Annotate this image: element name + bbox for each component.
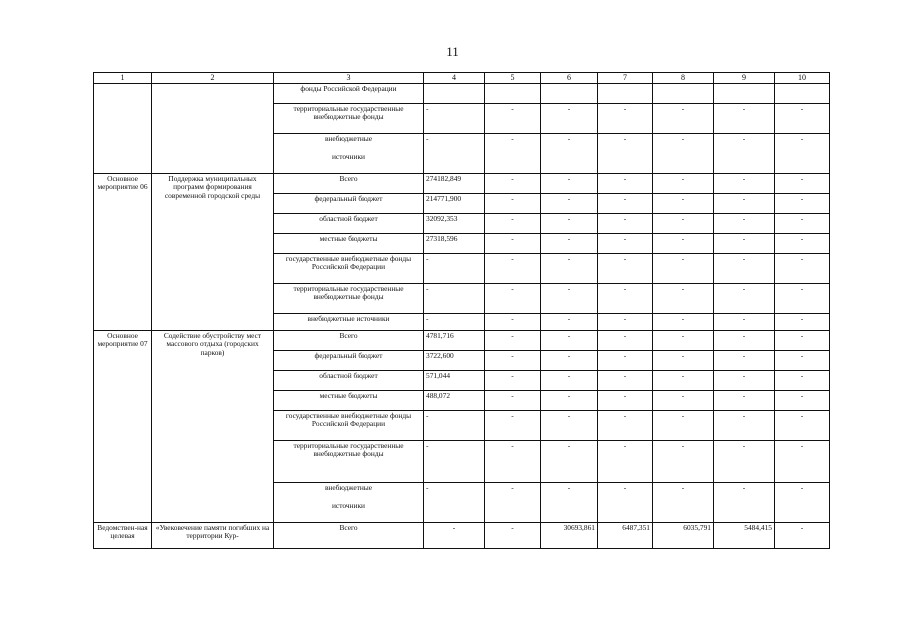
value-cell: - [541,410,598,440]
value-cell: - [541,350,598,370]
source-cell: территориальные государственные внебюджетные фонды [274,283,424,313]
event-name-cell: «Увековечение памяти погибших на территории Кур- [152,522,274,548]
value-cell: - [424,410,485,440]
value-cell: - [541,390,598,410]
value-cell: - [598,233,653,253]
value-cell: - [424,522,485,548]
value-cell: - [485,133,541,173]
value-cell: - [598,313,653,330]
value-cell: - [541,193,598,213]
value-cell: - [775,213,830,233]
value-cell: - [775,440,830,482]
event-cell: Основное мероприятие 07 [94,330,152,522]
value-cell: - [598,370,653,390]
value-cell: 571,044 [424,370,485,390]
value-cell: - [485,522,541,548]
value-cell: - [598,410,653,440]
header-cell: 4 [424,73,485,84]
value-cell: - [714,103,775,133]
value-cell: - [775,103,830,133]
value-cell: - [424,103,485,133]
value-cell: - [775,350,830,370]
value-cell: 6487,351 [598,522,653,548]
source-cell: территориальные государственные внебюджетные фонды [274,103,424,133]
value-cell: - [541,173,598,193]
value-cell [541,83,598,103]
value-cell: - [424,313,485,330]
value-cell: - [485,313,541,330]
source-line: источники [331,501,366,511]
value-cell: - [541,133,598,173]
value-cell: - [598,330,653,350]
source-cell: федеральный бюджет [274,193,424,213]
value-cell: - [485,390,541,410]
source-cell: внебюджетные источники [274,313,424,330]
value-cell: - [714,350,775,370]
source-line: внебюджетные [324,133,373,143]
value-cell: - [653,410,714,440]
header-cell: 8 [653,73,714,84]
value-cell: - [485,233,541,253]
page-number: 11 [446,44,459,59]
value-cell: 6035,791 [653,522,714,548]
value-cell: - [714,330,775,350]
header-cell: 10 [775,73,830,84]
value-cell: - [485,283,541,313]
value-cell: - [775,410,830,440]
table-row [94,173,830,193]
value-cell [775,83,830,103]
value-cell: - [541,213,598,233]
value-cell: - [598,253,653,283]
table-row [94,330,830,350]
value-cell: - [598,440,653,482]
value-cell: - [424,283,485,313]
header-row [94,73,830,84]
source-cell: территориальные государственные внебюджетные фонды [274,440,424,482]
source-cell: государственные внебюджетные фонды Российской Федерации [274,253,424,283]
source-cell: местные бюджеты [274,233,424,253]
value-cell: - [541,482,598,522]
value-cell: - [598,193,653,213]
source-cell: Всего [274,173,424,193]
event-name-cell [152,83,274,173]
value-cell [598,83,653,103]
value-cell: - [714,390,775,410]
value-cell: - [653,283,714,313]
value-cell: - [541,330,598,350]
value-cell: - [653,253,714,283]
value-cell [653,83,714,103]
value-cell: 27318,596 [424,233,485,253]
value-cell: - [485,103,541,133]
source-line: источники [331,152,366,162]
value-cell: - [653,233,714,253]
source-cell: фонды Российской Федерации [274,83,424,103]
value-cell: - [485,440,541,482]
source-cell: областной бюджет [274,370,424,390]
source-cell [274,482,424,522]
value-cell: - [598,103,653,133]
value-cell: 4781,716 [424,330,485,350]
value-cell: - [714,193,775,213]
value-cell: - [424,253,485,283]
value-cell: - [775,482,830,522]
source-cell: Всего [274,522,424,548]
value-cell: - [653,173,714,193]
event-name-cell: Содействие обустройству мест массового отдыха (городских парков) [152,330,274,522]
value-cell: - [714,233,775,253]
value-cell: - [485,253,541,283]
value-cell: - [714,440,775,482]
value-cell: - [653,482,714,522]
value-cell: - [598,283,653,313]
event-cell: Ведомствен-ная целевая [94,522,152,548]
value-cell: - [653,350,714,370]
value-cell: - [541,103,598,133]
value-cell: - [653,313,714,330]
value-cell: - [485,482,541,522]
value-cell: - [775,283,830,313]
value-cell: - [653,133,714,173]
header-cell: 9 [714,73,775,84]
value-cell: - [714,173,775,193]
value-cell: - [424,482,485,522]
source-cell: областной бюджет [274,213,424,233]
value-cell: - [485,193,541,213]
value-cell: - [653,390,714,410]
value-cell: 30693,861 [541,522,598,548]
value-cell: - [775,173,830,193]
value-cell: 5484,415 [714,522,775,548]
value-cell: - [485,213,541,233]
source-cell: местные бюджеты [274,390,424,410]
value-cell: - [653,330,714,350]
value-cell: - [714,283,775,313]
value-cell: - [714,253,775,283]
value-cell: 214771,900 [424,193,485,213]
value-cell: - [775,233,830,253]
value-cell: - [653,370,714,390]
value-cell: - [775,133,830,173]
value-cell: - [541,233,598,253]
value-cell: - [541,440,598,482]
value-cell: - [653,440,714,482]
value-cell: - [775,522,830,548]
event-name-cell: Поддержка муниципальных программ формирования современной городской среды [152,173,274,330]
header-cell: 5 [485,73,541,84]
source-line: внебюджетные [324,482,373,492]
value-cell: - [775,330,830,350]
value-cell: - [775,193,830,213]
value-cell: - [598,350,653,370]
value-cell: - [485,350,541,370]
value-cell: 32092,353 [424,213,485,233]
value-cell: - [598,213,653,233]
value-cell: 3722,600 [424,350,485,370]
value-cell: - [714,213,775,233]
header-cell: 7 [598,73,653,84]
value-cell: - [714,133,775,173]
value-cell: - [541,370,598,390]
header-cell: 2 [152,73,274,84]
source-cell [274,133,424,173]
value-cell: - [485,173,541,193]
source-cell: государственные внебюджетные фонды Российской Федерации [274,410,424,440]
table-row [94,83,830,103]
value-cell: - [485,330,541,350]
value-cell: - [485,370,541,390]
value-cell: - [485,410,541,440]
value-cell: 274182,849 [424,173,485,193]
value-cell: - [541,313,598,330]
value-cell: - [424,440,485,482]
value-cell [485,83,541,103]
value-cell: - [653,193,714,213]
value-cell: - [714,370,775,390]
value-cell: - [653,213,714,233]
value-cell: 488,072 [424,390,485,410]
value-cell: - [714,410,775,440]
header-cell: 3 [274,73,424,84]
value-cell: - [775,253,830,283]
value-cell: - [424,133,485,173]
value-cell: - [775,313,830,330]
header-cell: 6 [541,73,598,84]
event-cell [94,83,152,173]
value-cell: - [598,482,653,522]
value-cell: - [541,253,598,283]
value-cell: - [598,173,653,193]
value-cell: - [714,313,775,330]
value-cell: - [714,482,775,522]
event-cell: Основное мероприятие 06 [94,173,152,330]
value-cell: - [598,390,653,410]
value-cell: - [775,370,830,390]
value-cell: - [598,133,653,173]
funding-table [93,72,830,549]
value-cell [714,83,775,103]
value-cell: - [541,283,598,313]
table-row [94,522,830,548]
header-cell: 1 [94,73,152,84]
source-cell: Всего [274,330,424,350]
value-cell [424,83,485,103]
value-cell: - [653,103,714,133]
source-cell: федеральный бюджет [274,350,424,370]
value-cell: - [775,390,830,410]
